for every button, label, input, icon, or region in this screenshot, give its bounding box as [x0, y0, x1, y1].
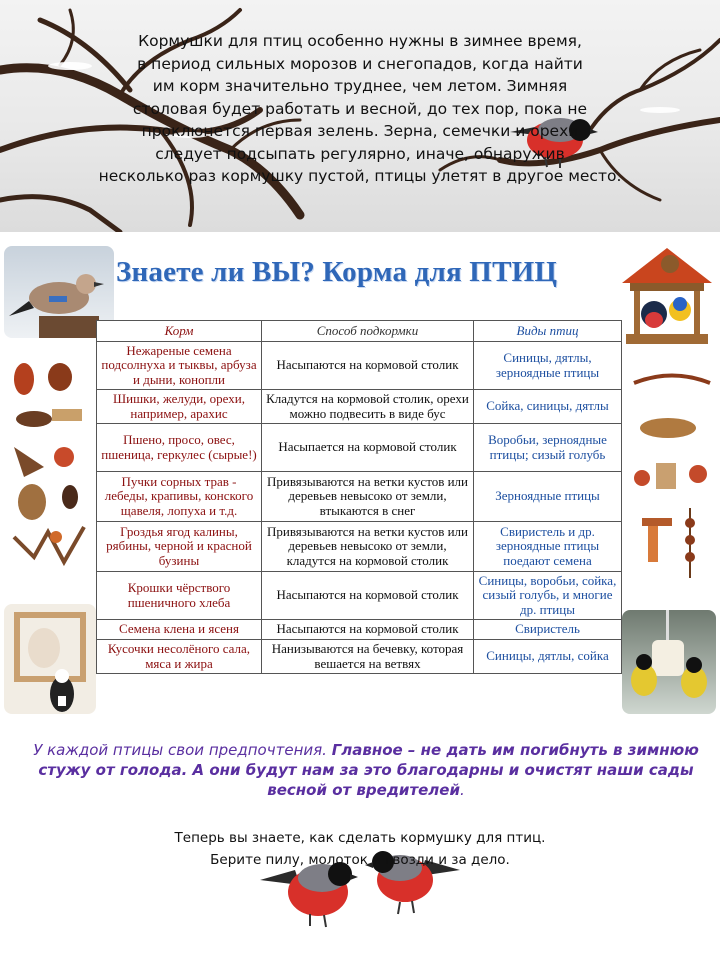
column-header-birds: Виды птиц	[474, 321, 622, 342]
birds-cell: Синицы, дятлы, сойка	[474, 640, 622, 674]
intro-line: несколько раз кормушку пустой, птицы улетят в другое место.	[98, 167, 622, 185]
table-row	[97, 572, 622, 620]
feed-info-card	[0, 232, 720, 716]
bird-feeder-icon	[618, 238, 716, 350]
food-cell: Пшено, просо, овес, пшеница, геркулес (сырые!)	[97, 424, 262, 472]
food-cell: Пучки сорных трав - лебеды, крапивы, конского щавеля, лопуха и т.д.	[97, 472, 262, 522]
note-emphasis: Главное – не дать им погибнуть в зимнюю стужу от голода. А они будут нам за это благодарны и очистят наши сады весной от вредителей	[38, 741, 699, 799]
birds-cell: Зерноядные птицы	[474, 472, 622, 522]
winter-branches-banner	[0, 0, 720, 232]
preferences-note	[26, 740, 706, 800]
intro-line: в период сильных морозов и снегопадов, когда найти	[137, 54, 583, 73]
method-cell: Привязываются на ветки кустов или деревьев невысоко от земли, втыкаются в снег	[262, 472, 474, 522]
birds-cell: Синицы, воробьи, сойка, сизый голубь, и многие др. птицы	[474, 572, 622, 620]
table-row	[97, 640, 622, 674]
tits-icon	[622, 610, 716, 714]
intro-line: Кормушки для птиц особенно нужны в зимнее время,	[138, 32, 582, 50]
table-row	[97, 620, 622, 640]
feed-table	[96, 320, 622, 674]
table-row	[97, 424, 622, 472]
birds-cell: Свиристель и др. зерноядные птицы поедают семена	[474, 522, 622, 572]
method-cell: Насыпаются на кормовой столик	[262, 572, 474, 620]
column-header-method: Способ подкормки	[262, 321, 474, 342]
closing-text	[120, 827, 600, 871]
berries-icon	[4, 357, 90, 572]
closing-line-2: Берите пилу, молоток и гвозди и за дело.	[210, 852, 510, 868]
closing-line-1: Теперь вы знаете, как сделать кормушку для птиц.	[174, 830, 546, 846]
note-intro: У каждой птицы свои предпочтения.	[33, 741, 332, 759]
page-title: Знаете ли ВЫ? Корма для ПТИЦ	[116, 256, 558, 288]
food-cell: Гроздья ягод калины, рябины, черной и красной бузины	[97, 522, 262, 572]
feeder-sketch-icon	[628, 368, 716, 598]
woodpecker-icon	[4, 604, 96, 714]
method-cell: Насыпаются на кормовой столик	[262, 620, 474, 640]
intro-line: проклюнется первая зелень. Зерна, семечки и орехи	[141, 122, 579, 140]
intro-line: им корм значительно труднее, чем летом. Зимняя	[152, 77, 568, 95]
food-cell: Кусочки несолёного сала, мяса и жира	[97, 640, 262, 674]
intro-line: столовая будет работать и весной, до тех пор, пока не	[132, 99, 588, 118]
food-cell: Нежареные семена подсолнуха и тыквы, арбуза и дыни, конопли	[97, 342, 262, 390]
food-cell: Семена клена и ясеня	[97, 620, 262, 640]
table-row	[97, 522, 622, 572]
intro-paragraph	[40, 30, 680, 188]
method-cell: Нанизываются на бечевку, которая вешается на ветвях	[262, 640, 474, 674]
food-cell: Крошки чёрствого пшеничного хлеба	[97, 572, 262, 620]
method-cell: Кладутся на кормовой столик, орехи можно подвесить в виде бус	[262, 390, 474, 424]
method-cell: Насыпаются на кормовой столик	[262, 342, 474, 390]
birds-cell: Сойка, синицы, дятлы	[474, 390, 622, 424]
food-cell: Шишки, желуди, орехи, например, арахис	[97, 390, 262, 424]
note-end: .	[459, 781, 465, 799]
table-row	[97, 472, 622, 522]
method-cell: Привязываются на ветки кустов или деревьев невысоко от земли, кладутся на кормовой столик	[262, 522, 474, 572]
table-row	[97, 342, 622, 390]
method-cell: Насыпается на кормовой столик	[262, 424, 474, 472]
column-header-food: Корм	[97, 321, 262, 342]
table-row	[97, 390, 622, 424]
intro-line: следует подсыпать регулярно, иначе, обнаружив	[155, 144, 565, 163]
birds-cell: Синицы, дятлы, зерноядные птицы	[474, 342, 622, 390]
birds-cell: Воробьи, зерноядные птицы; сизый голубь	[474, 424, 622, 472]
birds-cell: Свиристель	[474, 620, 622, 640]
table-header-row	[97, 321, 622, 342]
